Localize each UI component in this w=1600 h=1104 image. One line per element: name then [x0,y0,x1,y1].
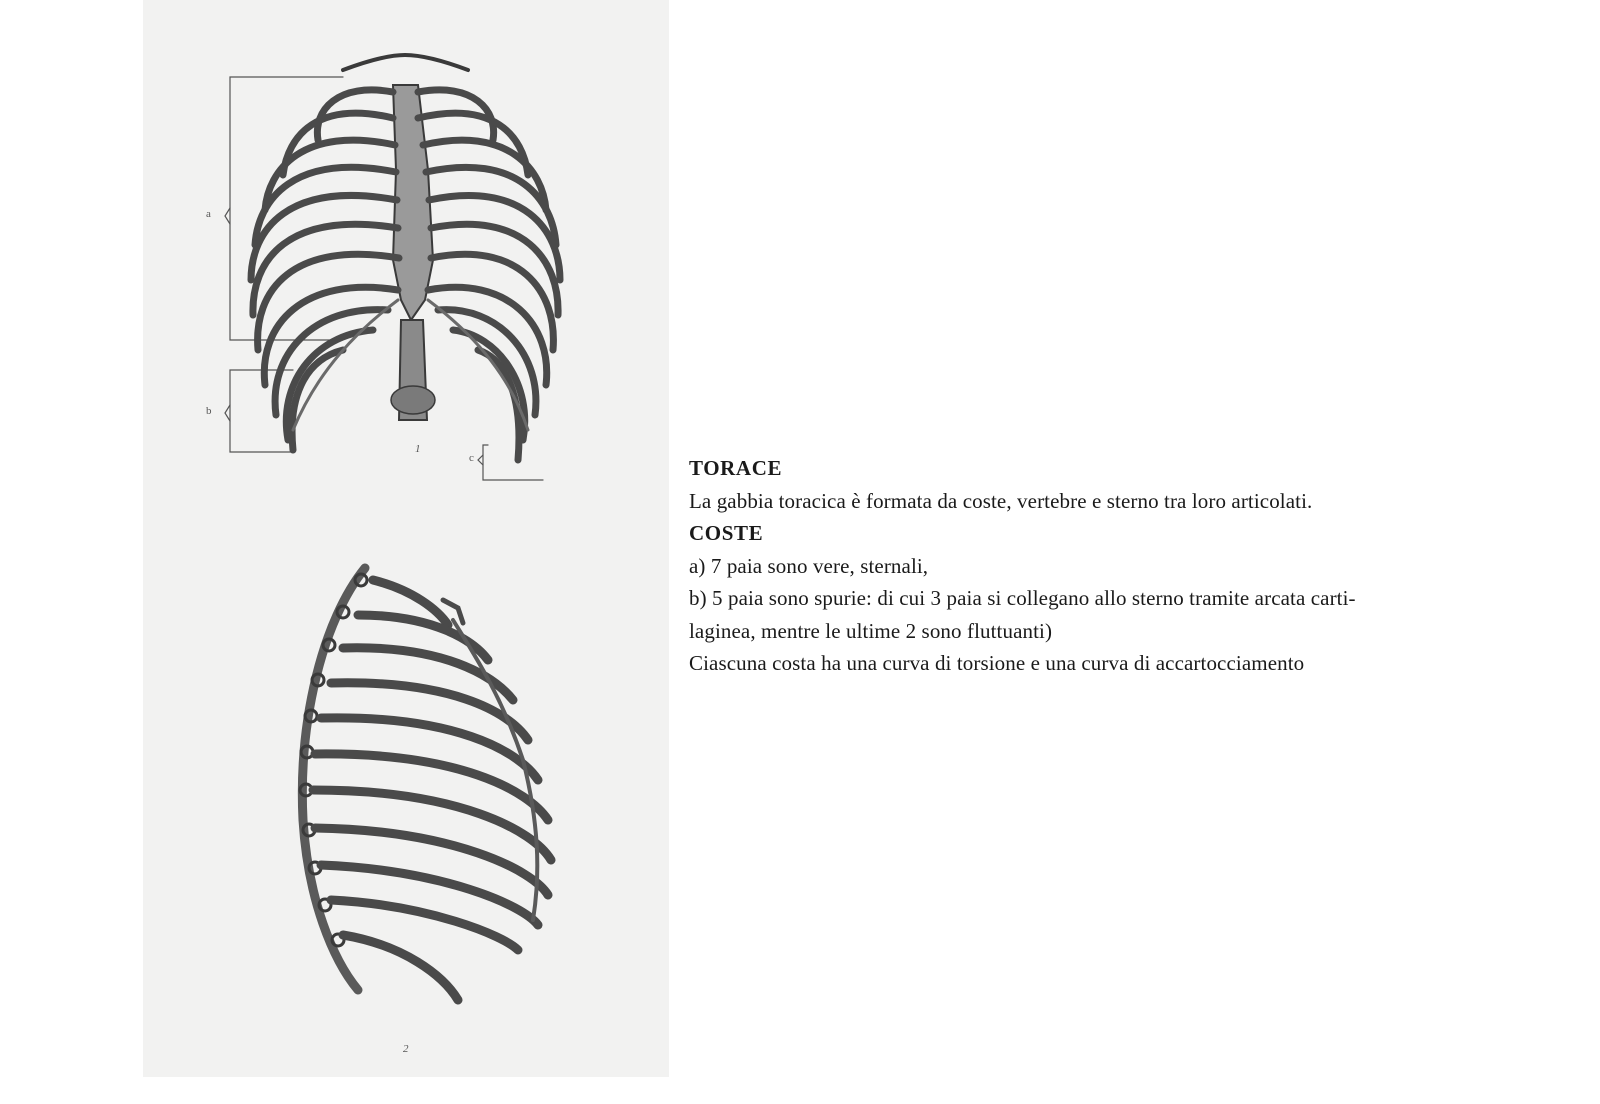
figure-1-number: 1 [415,443,421,455]
anatomy-plate [143,0,669,1077]
label-c: c [469,452,474,464]
item-b-line-2: laginea, mentre le ultime 2 sono fluttuanti) [689,618,1053,643]
rib-cage-side-view [300,568,551,1000]
description-text [689,452,1569,680]
rib-cage-drawings [143,0,669,1077]
heading-torace: TORACE [689,456,783,480]
item-b-line-1: b) 5 paia sono spurie: di cui 3 paia si collegano allo sterno tramite arcata carti- [689,586,1356,610]
curve-line: Ciascuna costa ha una curva di torsione e una curva di accartocciamento [689,651,1305,675]
item-a: a) 7 paia sono vere, sternali, [689,553,929,578]
figure-2-number: 2 [403,1043,409,1055]
heading-coste: COSTE [689,521,764,545]
rib-cage-front-view [225,55,560,480]
side-spine [302,568,365,990]
label-b: b [206,405,212,417]
label-a: a [206,208,211,220]
bracket-c [483,445,543,480]
intro-line: La gabbia toracica è formata da coste, vertebre e sterno tra loro articolati. [689,488,1313,513]
